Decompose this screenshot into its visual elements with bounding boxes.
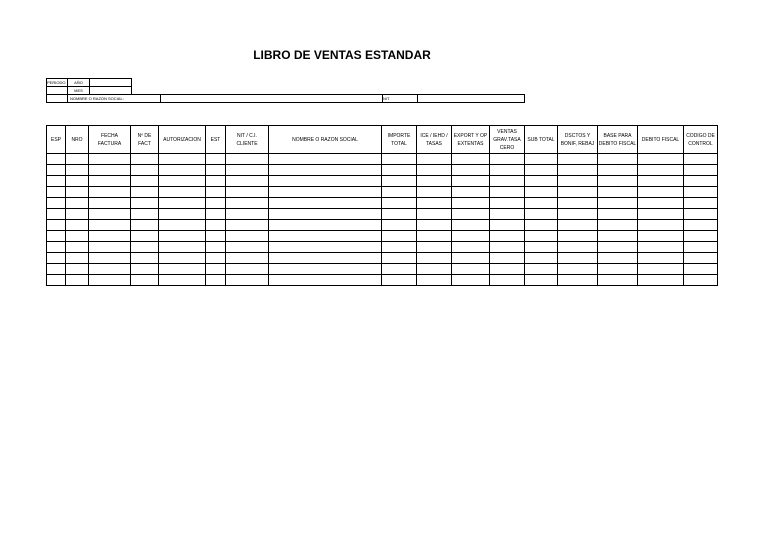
table-cell[interactable]	[417, 253, 452, 264]
table-cell[interactable]	[598, 264, 638, 275]
table-cell[interactable]	[206, 253, 226, 264]
table-cell[interactable]	[558, 275, 598, 286]
table-cell[interactable]	[66, 154, 89, 165]
table-cell[interactable]	[159, 242, 206, 253]
table-cell[interactable]	[269, 198, 382, 209]
col-header: VENTAS GRAV.TASA CERO	[490, 126, 525, 154]
table-cell[interactable]	[269, 264, 382, 275]
col-header: ESP	[47, 126, 66, 154]
table-cell[interactable]	[47, 154, 66, 165]
table-cell[interactable]	[382, 176, 417, 187]
table-cell[interactable]	[598, 165, 638, 176]
table-cell[interactable]	[417, 176, 452, 187]
table-cell[interactable]	[226, 198, 269, 209]
table-cell[interactable]	[684, 187, 718, 198]
table-cell[interactable]	[452, 264, 490, 275]
table-cell[interactable]	[47, 220, 66, 231]
table-cell[interactable]	[417, 187, 452, 198]
table-cell[interactable]	[684, 176, 718, 187]
table-row	[47, 176, 718, 187]
table-cell[interactable]	[684, 275, 718, 286]
nit-blank-cell	[47, 95, 68, 103]
table-cell[interactable]	[452, 154, 490, 165]
table-cell[interactable]	[598, 275, 638, 286]
table-cell[interactable]	[206, 242, 226, 253]
table-cell[interactable]	[89, 242, 131, 253]
table-cell[interactable]	[131, 154, 159, 165]
col-header: BASE PARA DEBITO FISCAL	[598, 126, 638, 154]
table-cell[interactable]	[525, 165, 558, 176]
table-cell[interactable]	[452, 198, 490, 209]
table-cell[interactable]	[131, 187, 159, 198]
table-cell[interactable]	[558, 264, 598, 275]
table-cell[interactable]	[131, 198, 159, 209]
table-cell[interactable]	[89, 187, 131, 198]
table-cell[interactable]	[684, 165, 718, 176]
document-title: LIBRO DE VENTAS ESTANDAR	[253, 48, 431, 62]
sales-ledger-table	[46, 125, 718, 286]
table-cell[interactable]	[598, 176, 638, 187]
table-cell[interactable]	[226, 264, 269, 275]
col-header: ICE / IEHD / TASAS	[417, 126, 452, 154]
table-cell[interactable]	[598, 253, 638, 264]
table-cell[interactable]	[159, 154, 206, 165]
table-cell[interactable]	[47, 209, 66, 220]
table-cell[interactable]	[638, 187, 684, 198]
table-cell[interactable]	[382, 187, 417, 198]
col-header: SUB TOTAL	[525, 126, 558, 154]
table-cell[interactable]	[490, 264, 525, 275]
table-cell[interactable]	[558, 253, 598, 264]
table-cell[interactable]	[47, 198, 66, 209]
table-cell[interactable]	[159, 275, 206, 286]
table-cell[interactable]	[638, 264, 684, 275]
col-header: NRO	[66, 126, 89, 154]
table-cell[interactable]	[638, 165, 684, 176]
table-row	[47, 231, 718, 242]
header-row	[47, 126, 718, 154]
table-cell[interactable]	[558, 176, 598, 187]
anio-label: AÑO	[68, 79, 90, 87]
table-cell[interactable]	[558, 209, 598, 220]
table-cell[interactable]	[598, 209, 638, 220]
table-cell[interactable]	[89, 264, 131, 275]
periodo-label: PERIODO	[47, 79, 68, 87]
table-cell[interactable]	[382, 253, 417, 264]
table-cell[interactable]	[89, 198, 131, 209]
table-cell[interactable]	[490, 220, 525, 231]
table-cell[interactable]	[269, 275, 382, 286]
table-cell[interactable]	[66, 275, 89, 286]
table-cell[interactable]	[269, 253, 382, 264]
col-header: Nº DE FACT	[131, 126, 159, 154]
table-cell[interactable]	[89, 209, 131, 220]
table-cell[interactable]	[89, 165, 131, 176]
table-cell[interactable]	[226, 176, 269, 187]
table-cell[interactable]	[452, 220, 490, 231]
table-cell[interactable]	[159, 220, 206, 231]
table-row	[47, 275, 718, 286]
table-cell[interactable]	[525, 275, 558, 286]
table-cell[interactable]	[226, 165, 269, 176]
table-cell[interactable]	[638, 275, 684, 286]
table-cell[interactable]	[558, 242, 598, 253]
table-cell[interactable]	[638, 220, 684, 231]
table-cell[interactable]	[131, 165, 159, 176]
table-cell[interactable]	[269, 187, 382, 198]
table-cell[interactable]	[206, 275, 226, 286]
table-cell[interactable]	[206, 264, 226, 275]
table-cell[interactable]	[159, 231, 206, 242]
table-cell[interactable]	[206, 154, 226, 165]
table-cell[interactable]	[382, 154, 417, 165]
table-cell[interactable]	[226, 187, 269, 198]
table-cell[interactable]	[558, 220, 598, 231]
table-cell[interactable]	[417, 209, 452, 220]
table-cell[interactable]	[89, 275, 131, 286]
table-cell[interactable]	[638, 209, 684, 220]
table-cell[interactable]	[638, 176, 684, 187]
table-cell[interactable]	[131, 220, 159, 231]
table-cell[interactable]	[452, 242, 490, 253]
table-cell[interactable]	[638, 198, 684, 209]
table-cell[interactable]	[417, 220, 452, 231]
table-cell[interactable]	[66, 176, 89, 187]
table-cell[interactable]	[452, 253, 490, 264]
table-cell[interactable]	[490, 231, 525, 242]
table-row	[47, 264, 718, 275]
table-cell[interactable]	[490, 209, 525, 220]
table-cell[interactable]	[131, 242, 159, 253]
table-cell[interactable]	[382, 264, 417, 275]
col-header: EST	[206, 126, 226, 154]
table-cell[interactable]	[131, 253, 159, 264]
table-cell[interactable]	[159, 176, 206, 187]
table-cell[interactable]	[684, 198, 718, 209]
table-cell[interactable]	[684, 231, 718, 242]
table-cell[interactable]	[47, 165, 66, 176]
period-table	[46, 78, 132, 95]
table-cell[interactable]	[638, 242, 684, 253]
table-cell[interactable]	[206, 165, 226, 176]
table-cell[interactable]	[382, 209, 417, 220]
table-row	[47, 154, 718, 165]
table-cell[interactable]	[382, 242, 417, 253]
table-cell[interactable]	[47, 264, 66, 275]
table-cell[interactable]	[206, 198, 226, 209]
table-cell[interactable]	[89, 154, 131, 165]
table-cell[interactable]	[226, 209, 269, 220]
col-header: FECHA FACTURA	[89, 126, 131, 154]
table-cell[interactable]	[159, 165, 206, 176]
table-cell[interactable]	[598, 198, 638, 209]
table-cell[interactable]	[417, 165, 452, 176]
table-cell[interactable]	[206, 220, 226, 231]
table-cell[interactable]	[684, 264, 718, 275]
col-header: IMPORTE TOTAL	[382, 126, 417, 154]
table-cell[interactable]	[452, 176, 490, 187]
table-cell[interactable]	[490, 154, 525, 165]
table-cell[interactable]	[684, 209, 718, 220]
table-cell[interactable]	[490, 165, 525, 176]
table-cell[interactable]	[206, 176, 226, 187]
table-cell[interactable]	[490, 187, 525, 198]
table-cell[interactable]	[89, 231, 131, 242]
table-cell[interactable]	[382, 231, 417, 242]
nit-value-cell[interactable]	[418, 95, 525, 103]
table-cell[interactable]	[269, 209, 382, 220]
table-cell[interactable]	[638, 154, 684, 165]
table-cell[interactable]	[490, 253, 525, 264]
table-cell[interactable]	[66, 231, 89, 242]
nombre-label: NOMBRE O RAZON SOCIAL:	[68, 95, 161, 103]
table-cell[interactable]	[490, 242, 525, 253]
table-cell[interactable]	[558, 154, 598, 165]
table-cell[interactable]	[47, 176, 66, 187]
table-cell[interactable]	[525, 209, 558, 220]
table-cell[interactable]	[131, 209, 159, 220]
table-cell[interactable]	[525, 198, 558, 209]
table-cell[interactable]	[525, 264, 558, 275]
col-header: CODIGO DE CONTROL	[684, 126, 718, 154]
table-cell[interactable]	[159, 198, 206, 209]
col-header: DEBITO FISCAL	[638, 126, 684, 154]
razon-social-table	[46, 94, 525, 103]
table-cell[interactable]	[525, 154, 558, 165]
table-cell[interactable]	[206, 187, 226, 198]
table-cell[interactable]	[66, 220, 89, 231]
nombre-value-cell[interactable]	[161, 95, 383, 103]
table-cell[interactable]	[525, 220, 558, 231]
table-cell[interactable]	[598, 154, 638, 165]
table-cell[interactable]	[490, 198, 525, 209]
table-cell[interactable]	[269, 176, 382, 187]
table-cell[interactable]	[417, 231, 452, 242]
table-cell[interactable]	[226, 154, 269, 165]
table-cell[interactable]	[159, 264, 206, 275]
table-cell[interactable]	[89, 253, 131, 264]
table-cell[interactable]	[417, 275, 452, 286]
table-cell[interactable]	[598, 187, 638, 198]
table-cell[interactable]	[206, 209, 226, 220]
table-cell[interactable]	[382, 198, 417, 209]
table-cell[interactable]	[131, 231, 159, 242]
table-cell[interactable]	[269, 220, 382, 231]
table-cell[interactable]	[417, 264, 452, 275]
table-cell[interactable]	[66, 187, 89, 198]
table-cell[interactable]	[131, 275, 159, 286]
table-cell[interactable]	[66, 198, 89, 209]
table-cell[interactable]	[638, 253, 684, 264]
table-cell[interactable]	[558, 231, 598, 242]
table-cell[interactable]	[525, 253, 558, 264]
table-cell[interactable]	[525, 231, 558, 242]
table-cell[interactable]	[598, 220, 638, 231]
table-row	[47, 253, 718, 264]
table-cell[interactable]	[638, 231, 684, 242]
table-cell[interactable]	[66, 209, 89, 220]
table-cell[interactable]	[47, 231, 66, 242]
table-cell[interactable]	[558, 187, 598, 198]
table-cell[interactable]	[131, 264, 159, 275]
table-cell[interactable]	[684, 220, 718, 231]
table-cell[interactable]	[382, 220, 417, 231]
table-cell[interactable]	[452, 187, 490, 198]
table-cell[interactable]	[684, 154, 718, 165]
table-cell[interactable]	[525, 242, 558, 253]
col-header: NIT / C.I. CLIENTE	[226, 126, 269, 154]
table-cell[interactable]	[558, 198, 598, 209]
table-cell[interactable]	[269, 154, 382, 165]
table-cell[interactable]	[47, 253, 66, 264]
mes-label: MES	[68, 87, 90, 95]
table-cell[interactable]	[47, 187, 66, 198]
table-cell[interactable]	[226, 231, 269, 242]
table-cell[interactable]	[159, 253, 206, 264]
table-row	[47, 242, 718, 253]
table-cell[interactable]	[159, 187, 206, 198]
table-cell[interactable]	[490, 176, 525, 187]
table-cell[interactable]	[558, 165, 598, 176]
table-cell[interactable]	[206, 231, 226, 242]
table-row	[47, 198, 718, 209]
table-cell[interactable]	[66, 242, 89, 253]
table-cell[interactable]	[226, 242, 269, 253]
table-cell[interactable]	[131, 176, 159, 187]
table-cell[interactable]	[382, 165, 417, 176]
col-header: DSCTOS Y BONIF, REBAJ	[558, 126, 598, 154]
table-cell[interactable]	[66, 264, 89, 275]
table-cell[interactable]	[269, 242, 382, 253]
table-cell[interactable]	[66, 253, 89, 264]
table-cell[interactable]	[417, 154, 452, 165]
table-cell[interactable]	[66, 165, 89, 176]
col-header: EXPORT Y OP EXTENTAS	[452, 126, 490, 154]
table-cell[interactable]	[47, 242, 66, 253]
table-cell[interactable]	[226, 275, 269, 286]
table-row	[47, 220, 718, 231]
table-cell[interactable]	[452, 275, 490, 286]
table-cell[interactable]	[598, 242, 638, 253]
table-cell[interactable]	[598, 231, 638, 242]
table-row	[47, 209, 718, 220]
table-cell[interactable]	[382, 275, 417, 286]
table-cell[interactable]	[452, 231, 490, 242]
table-cell[interactable]	[159, 209, 206, 220]
table-cell[interactable]	[684, 242, 718, 253]
table-cell[interactable]	[89, 220, 131, 231]
table-cell[interactable]	[525, 176, 558, 187]
table-cell[interactable]	[525, 187, 558, 198]
table-cell[interactable]	[452, 165, 490, 176]
table-cell[interactable]	[89, 176, 131, 187]
table-cell[interactable]	[47, 275, 66, 286]
table-cell[interactable]	[684, 253, 718, 264]
table-cell[interactable]	[226, 220, 269, 231]
nit-label: NIT	[383, 95, 418, 103]
table-cell[interactable]	[226, 253, 269, 264]
table-cell[interactable]	[490, 275, 525, 286]
col-header: AUTORIZACION	[159, 126, 206, 154]
table-cell[interactable]	[452, 209, 490, 220]
anio-value-cell[interactable]	[90, 79, 132, 87]
table-row	[47, 187, 718, 198]
table-cell[interactable]	[417, 198, 452, 209]
table-cell[interactable]	[269, 231, 382, 242]
table-row	[47, 165, 718, 176]
col-header: NOMBRE O RAZON SOCIAL	[269, 126, 382, 154]
table-cell[interactable]	[269, 165, 382, 176]
table-cell[interactable]	[417, 242, 452, 253]
